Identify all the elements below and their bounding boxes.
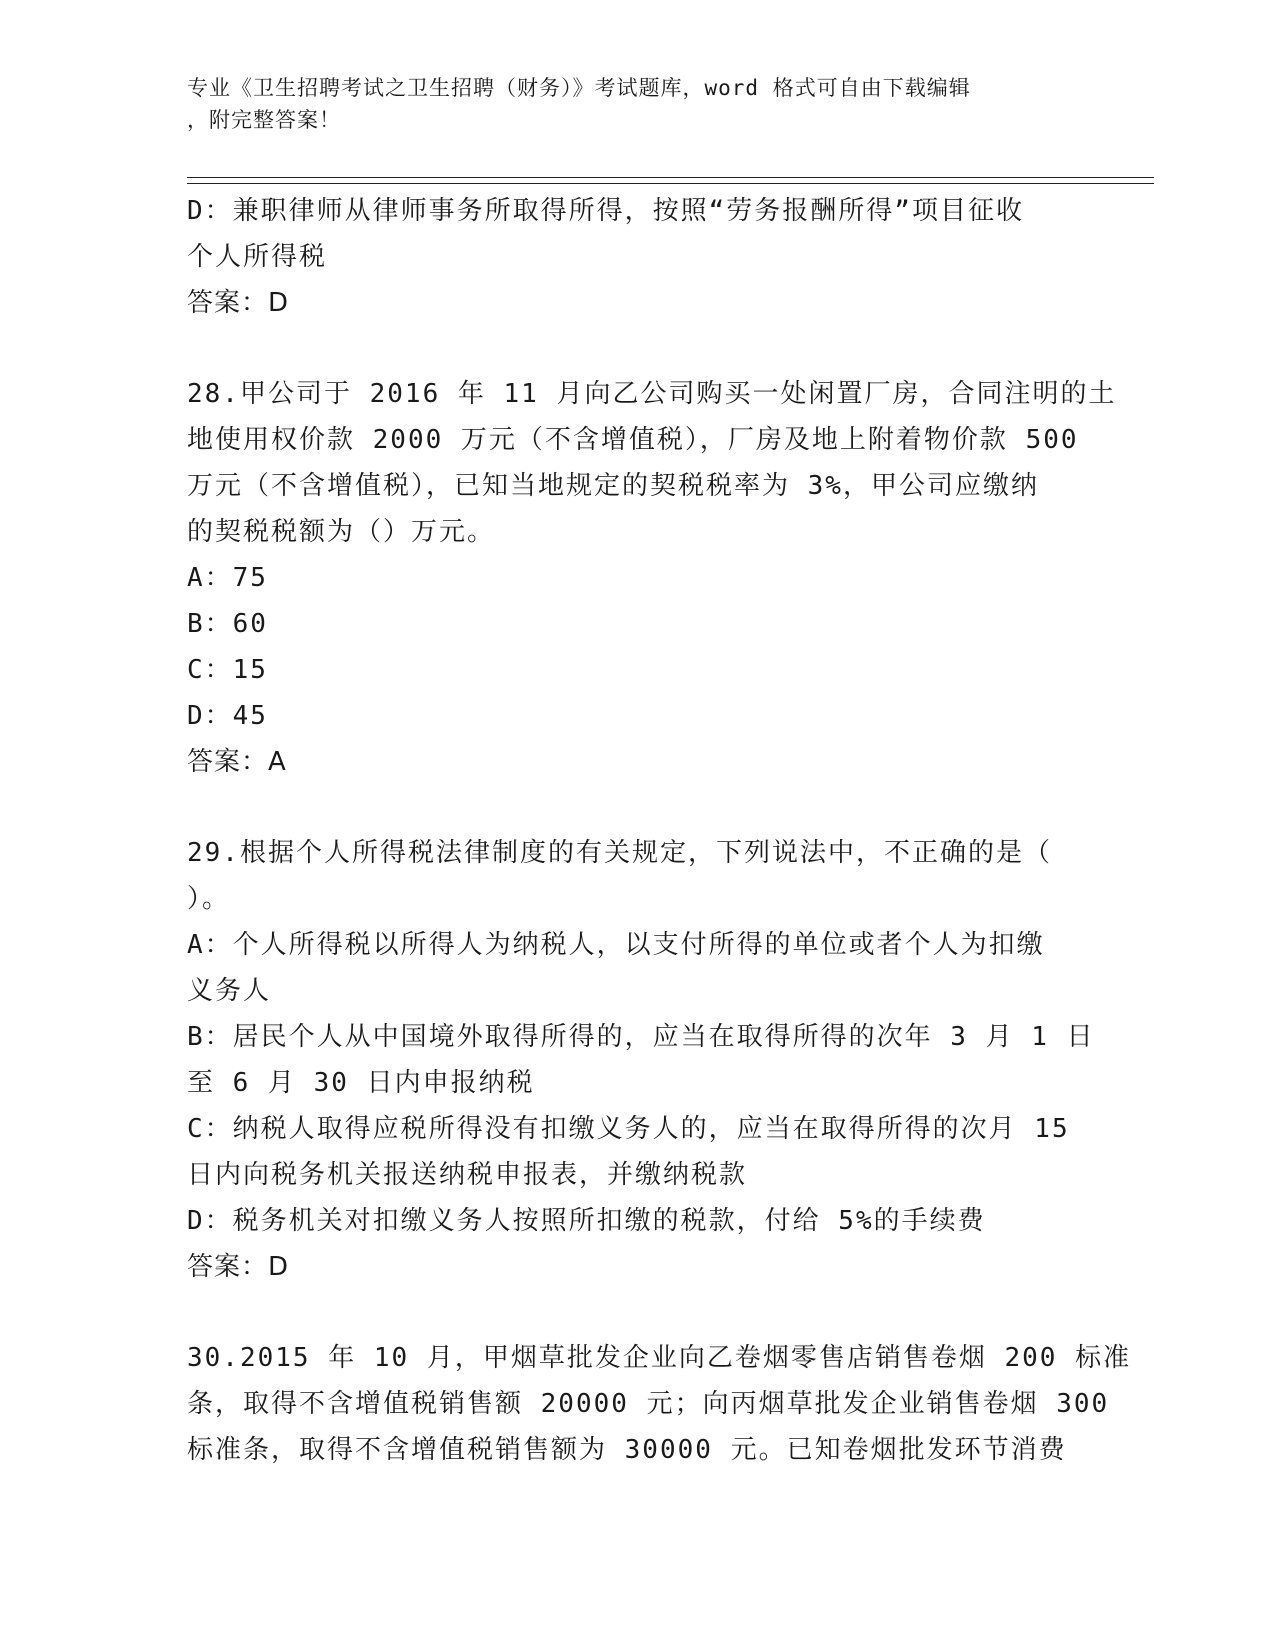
spacer <box>187 326 1087 371</box>
question-30-line-3: 标准条，取得不含增值税销售额为 30000 元。已知卷烟批发环节消费 <box>187 1435 1067 1465</box>
document-header <box>187 72 1087 136</box>
header-divider-top <box>187 177 1154 178</box>
answer-29: 答案：D <box>187 1252 290 1282</box>
answer-28: 答案：A <box>187 747 287 777</box>
question-30-line-1: 30.2015 年 10 月，甲烟草批发企业向乙卷烟零售店销售卷烟 200 标准 <box>187 1343 1132 1373</box>
option-a: A：75 <box>187 563 268 593</box>
question-28 <box>187 371 1117 785</box>
question-29 <box>187 830 1095 1290</box>
question-30-line-2: 条，取得不含增值税销售额 20000 元；向丙烟草批发企业销售卷烟 300 <box>187 1389 1110 1419</box>
option-c-line-2: 日内向税务机关报送纳税申报表，并缴纳税款 <box>187 1160 748 1190</box>
header-line-1: 专业《卫生招聘考试之卫生招聘（财务）》考试题库，word 格式可自由下载编辑 <box>187 76 971 100</box>
header-divider-bottom <box>187 183 1154 184</box>
spacer <box>187 785 1087 830</box>
question-30 <box>187 1335 1132 1473</box>
option-a-line-1: A：个人所得税以所得人为纳税人，以支付所得的单位或者个人为扣缴 <box>187 930 1045 960</box>
option-d: D：45 <box>187 701 268 731</box>
question-28-line-1: 28.甲公司于 2016 年 11 月向乙公司购买一处闲置厂房，合同注明的土 <box>187 379 1117 409</box>
spacer <box>187 1290 1087 1335</box>
option-d-line-2: 个人所得税 <box>187 242 328 272</box>
question-29-line-2: ）。 <box>187 884 231 914</box>
option-b-line-2: 至 6 月 30 日内申报纳税 <box>187 1068 535 1098</box>
option-b-line-1: B：居民个人从中国境外取得所得的，应当在取得所得的次年 3 月 1 日 <box>187 1022 1095 1052</box>
question-29-line-1: 29.根据个人所得税法律制度的有关规定，下列说法中，不正确的是（ <box>187 838 1052 868</box>
question-28-line-2: 地使用权价款 2000 万元（不含增值税），厂房及地上附着物价款 500 <box>187 425 1079 455</box>
option-d-line-1: D：兼职律师从律师事务所取得所得，按照“劳务报酬所得”项目征收 <box>187 196 1024 226</box>
header-line-2: ，附完整答案！ <box>187 108 341 132</box>
question-27-tail <box>187 188 1087 326</box>
answer-27: 答案：D <box>187 288 290 318</box>
option-c-line-1: C：纳税人取得应税所得没有扣缴义务人的，应当在取得所得的次月 15 <box>187 1114 1070 1144</box>
option-a-line-2: 义务人 <box>187 976 272 1006</box>
question-28-line-3: 万元（不含增值税），已知当地规定的契税税率为 3%，甲公司应缴纳 <box>187 471 1039 501</box>
document-body <box>187 188 1132 1473</box>
question-28-line-4: 的契税税额为（）万元。 <box>187 517 496 547</box>
option-c: C：15 <box>187 655 268 685</box>
option-b: B：60 <box>187 609 268 639</box>
option-d: D：税务机关对扣缴义务人按照所扣缴的税款，付给 5%的手续费 <box>187 1206 986 1236</box>
